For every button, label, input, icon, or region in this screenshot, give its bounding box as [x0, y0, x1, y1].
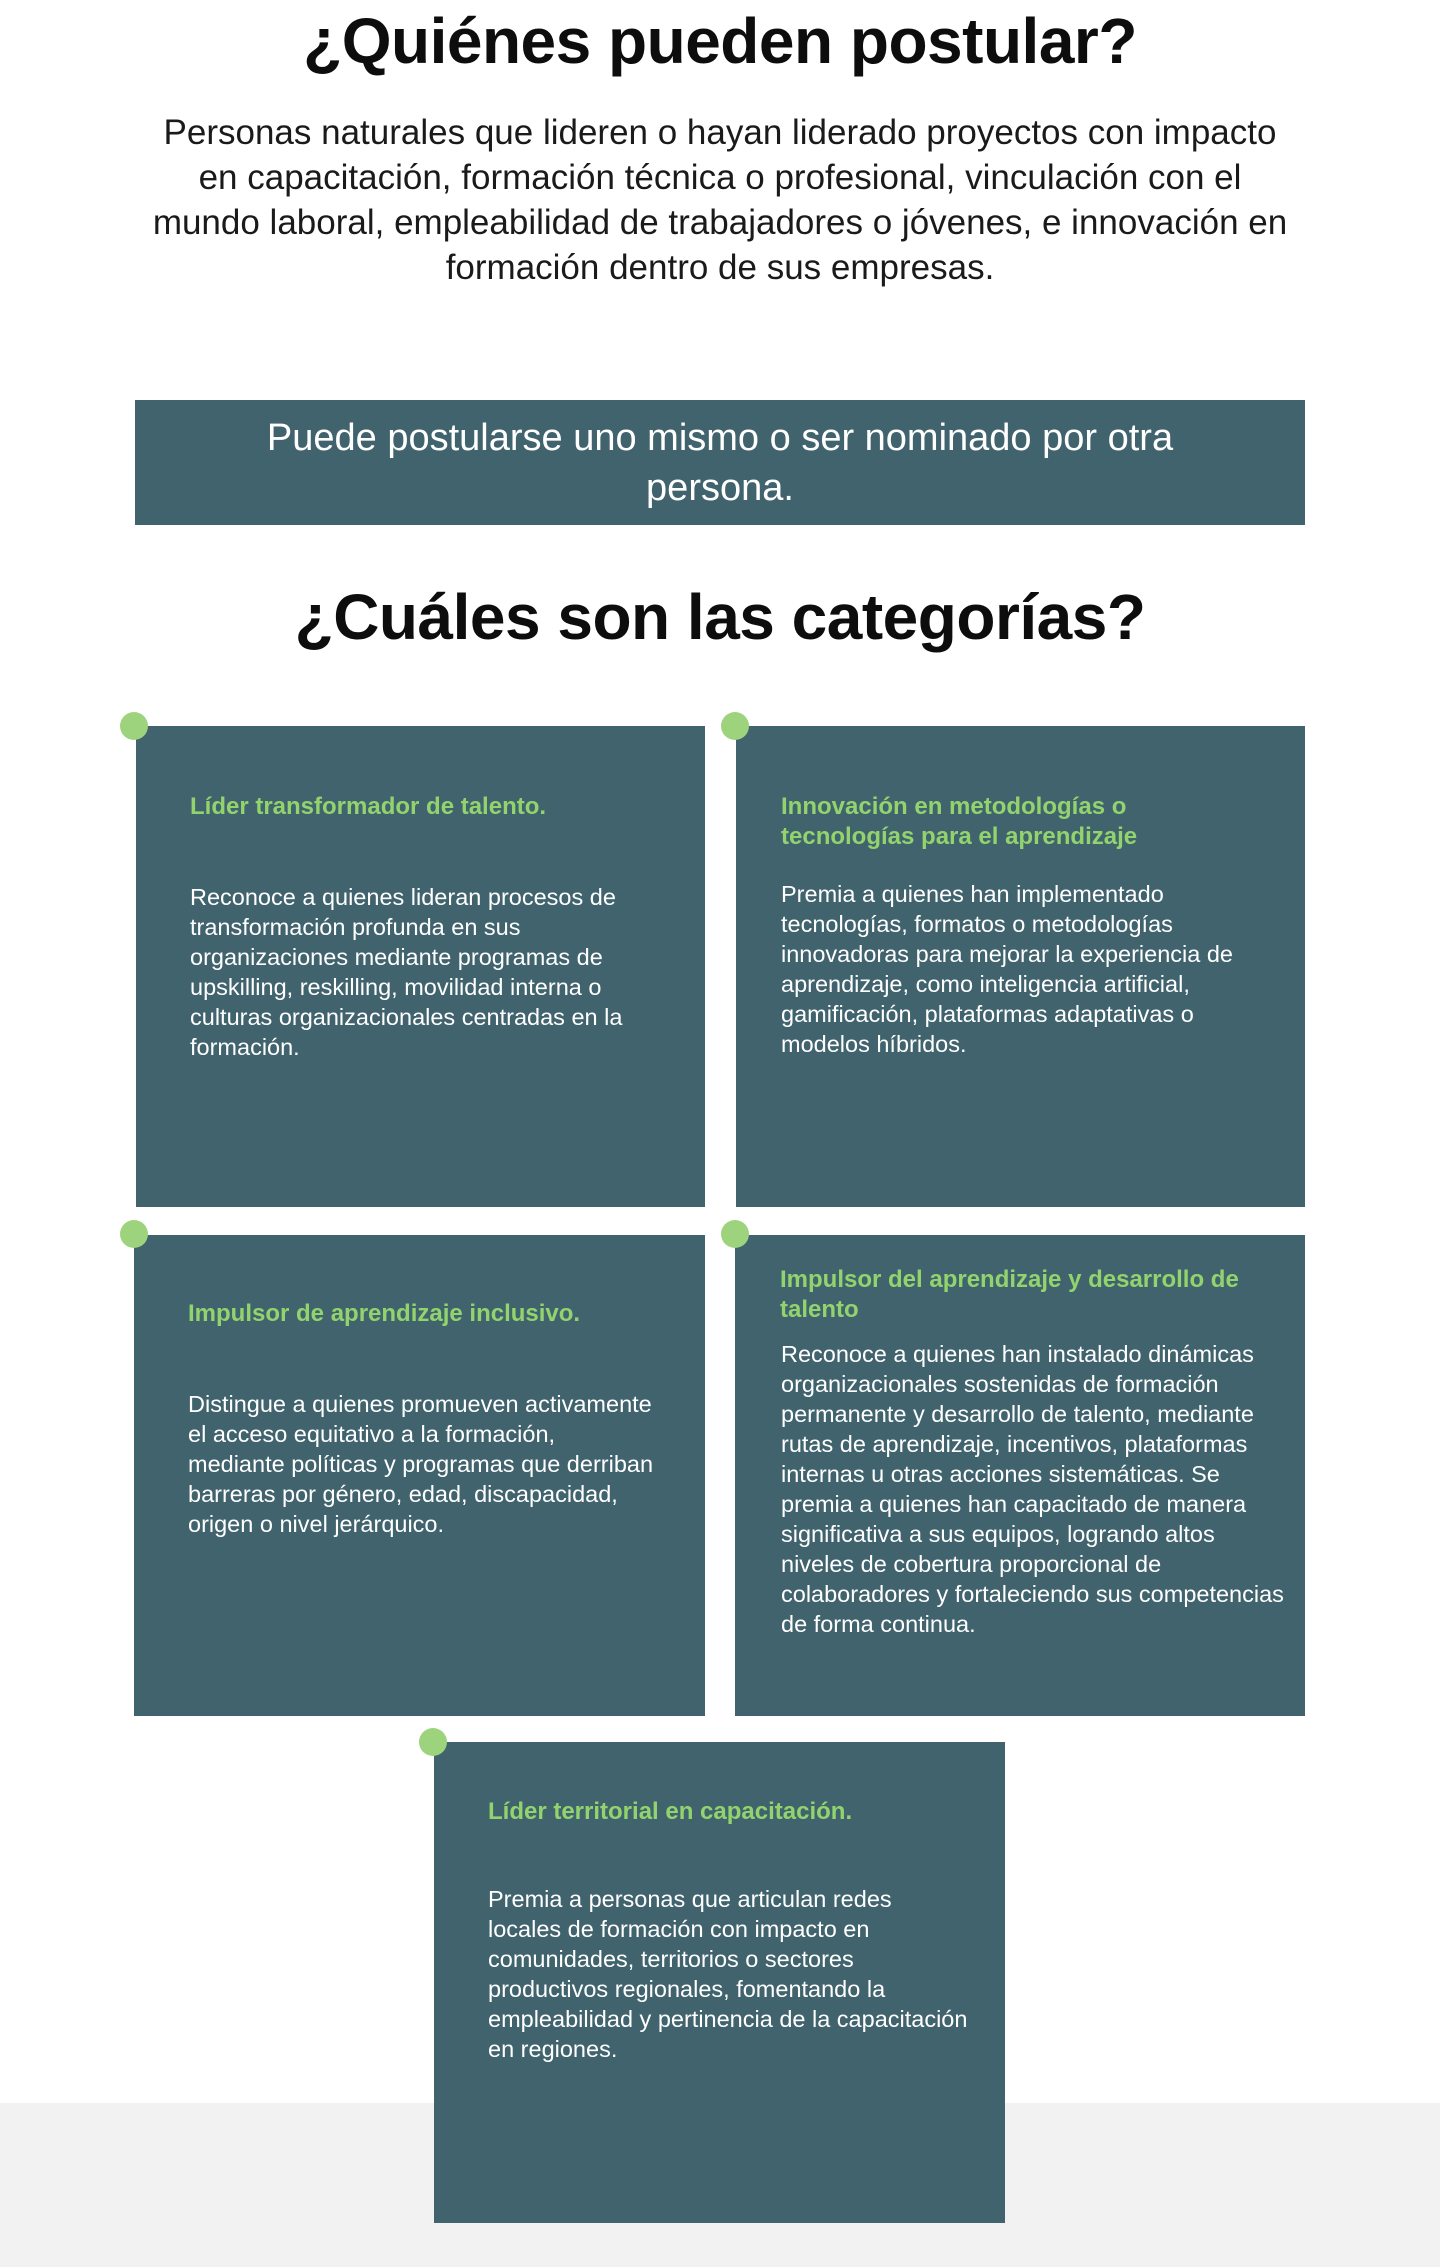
who-can-apply-heading: ¿Quiénes pueden postular?	[303, 5, 1137, 77]
bullet-dot-icon	[120, 712, 148, 740]
categories-heading: ¿Cuáles son las categorías?	[294, 581, 1146, 653]
bullet-dot-icon	[120, 1220, 148, 1248]
category-title: Impulsor de aprendizaje inclusivo.	[188, 1300, 581, 1327]
category-card-talent-transformer	[136, 726, 705, 1207]
eligibility-description: Personas naturales que lideren o hayan liderado proyectos con impacto en capacitación, formación técnica o profesional, vinculación con el mundo laboral, empleabilidad de trabajadores o jóvenes, e innovación en formación dentro de sus empresas.	[152, 113, 1288, 287]
bullet-dot-icon	[419, 1728, 447, 1756]
bullet-dot-icon	[721, 1220, 749, 1248]
category-title: Líder transformador de talento.	[190, 793, 547, 820]
category-title: Innovación en metodologías o tecnologías para el aprendizaje	[781, 793, 1138, 850]
self-nomination-banner	[135, 400, 1305, 525]
category-title: Líder territorial en capacitación.	[488, 1798, 853, 1825]
category-title: Impulsor del aprendizaje y desarrollo de talento	[780, 1266, 1239, 1323]
category-card-territorial-leader	[434, 1742, 1005, 2223]
category-card-talent-development	[735, 1235, 1305, 1716]
category-card-inclusive-learning	[134, 1235, 705, 1716]
category-description: Distingue a quienes promueven activamente el acceso equitativo a la formación, mediante políticas y programas que derriban barreras por género, edad, discapacidad, origen o nivel jerárquico.	[188, 1391, 654, 1537]
bullet-dot-icon	[721, 712, 749, 740]
category-description: Premia a quienes han implementado tecnologías, formatos o metodologías innovadoras para mejorar la experiencia de aprendizaje, como inteligencia artificial, gamificación, plataformas adaptativas o modelos híbridos.	[781, 881, 1233, 1057]
category-description: Premia a personas que articulan redes locales de formación con impacto en comunidades, territorios o sectores productivos regionales, fomentando la empleabilidad y pertinencia de la capacitación en regiones.	[488, 1886, 968, 2062]
banner-text: Puede postularse uno mismo o ser nominado por otra persona.	[266, 416, 1174, 509]
category-description: Reconoce a quienes han instalado dinámicas organizacionales sostenidas de formación permanente y desarrollo de talento, mediante rutas de aprendizaje, incentivos, plataformas internas u otras acciones sistemáticas. Se premia a quienes han capacitado de manera significativa a sus equipos, logrando altos niveles de cobertura proporcional de colaboradores y fortaleciendo sus competencias de forma continua.	[781, 1341, 1284, 1637]
category-card-innovation	[736, 726, 1305, 1207]
category-description: Reconoce a quienes lideran procesos de transformación profunda en sus organizaciones mediante programas de upskilling, reskilling, movilidad interna o culturas organizacionales centradas en la formación.	[190, 884, 623, 1060]
